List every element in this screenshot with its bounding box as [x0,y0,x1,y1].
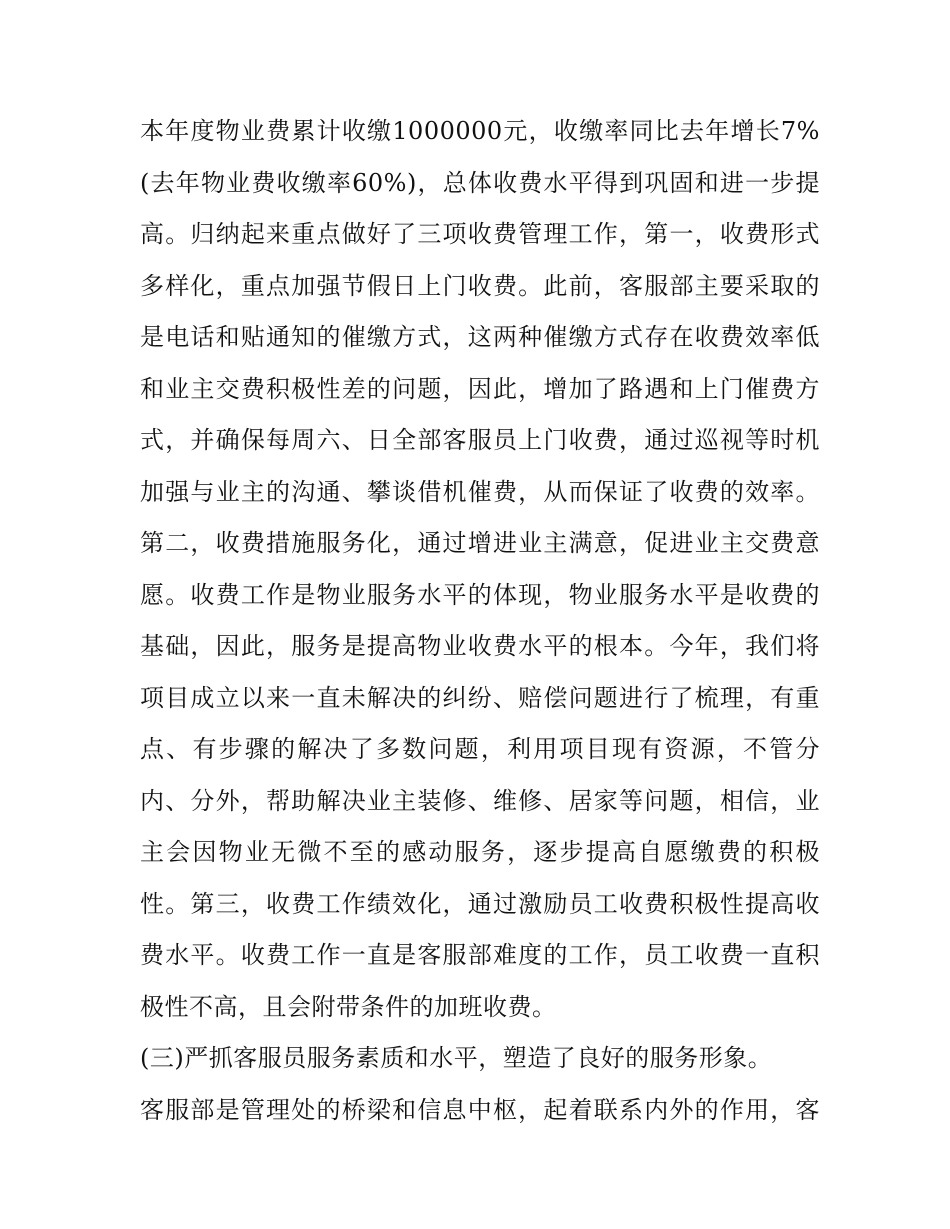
text-line: (三)严抓客服员服务素质和水平，塑造了良好的服务形象。 [140,1044,773,1072]
text-line: (去年物业费收缴率60%)，总体收费水平得到巩固和进一步提 [140,168,820,197]
text-line: 主会因物业无微不至的感动服务，逐步提高自愿缴费的积极 [140,838,820,866]
text-line: 客服部是管理处的桥梁和信息中枢，起着联系内外的作用，客 [140,1095,820,1124]
text-line: 多样化，重点加强节假日上门收费。此前，客服部主要采取的 [140,271,820,300]
text-line: 愿。收费工作是物业服务水平的体现，物业服务水平是收费的 [140,580,820,609]
text-line: 项目成立以来一直未解决的纠纷、赔偿问题进行了梳理，有重 [140,683,820,712]
text-line: 费水平。收费工作一直是客服部难度的工作，员工收费一直积 [140,941,820,969]
text-line: 加强与业主的沟通、攀谈借机催费，从而保证了收费的效率。 [140,477,820,506]
text-line: 极性不高，且会附带条件的加班收费。 [140,992,557,1021]
text-line: 性。第三，收费工作绩效化，通过激励员工收费积极性提高收 [140,889,820,918]
text-line: 点、有步骤的解决了多数问题，利用项目现有资源，不管分 [140,735,820,763]
text-line: 内、分外，帮助解决业主装修、维修、居家等问题，相信，业 [140,786,820,815]
text-line: 是电话和贴通知的催缴方式，这两种催缴方式存在收费效率低 [140,323,820,351]
text-line: 高。归纳起来重点做好了三项收费管理工作，第一，收费形式 [140,220,820,248]
text-line: 基础，因此，服务是提高物业收费水平的根本。今年，我们将 [140,632,820,660]
text-line: 本年度物业费累计收缴1000000元，收缴率同比去年增长7% [140,117,820,145]
text-line: 和业主交费积极性差的问题，因此，增加了路遇和上门催费方 [140,374,820,403]
text-line: 式，并确保每周六、日全部客服员上门收费，通过巡视等时机 [140,426,820,454]
body-text [140,106,820,1136]
text-line: 第二，收费措施服务化，通过增进业主满意，促进业主交费意 [140,529,820,557]
